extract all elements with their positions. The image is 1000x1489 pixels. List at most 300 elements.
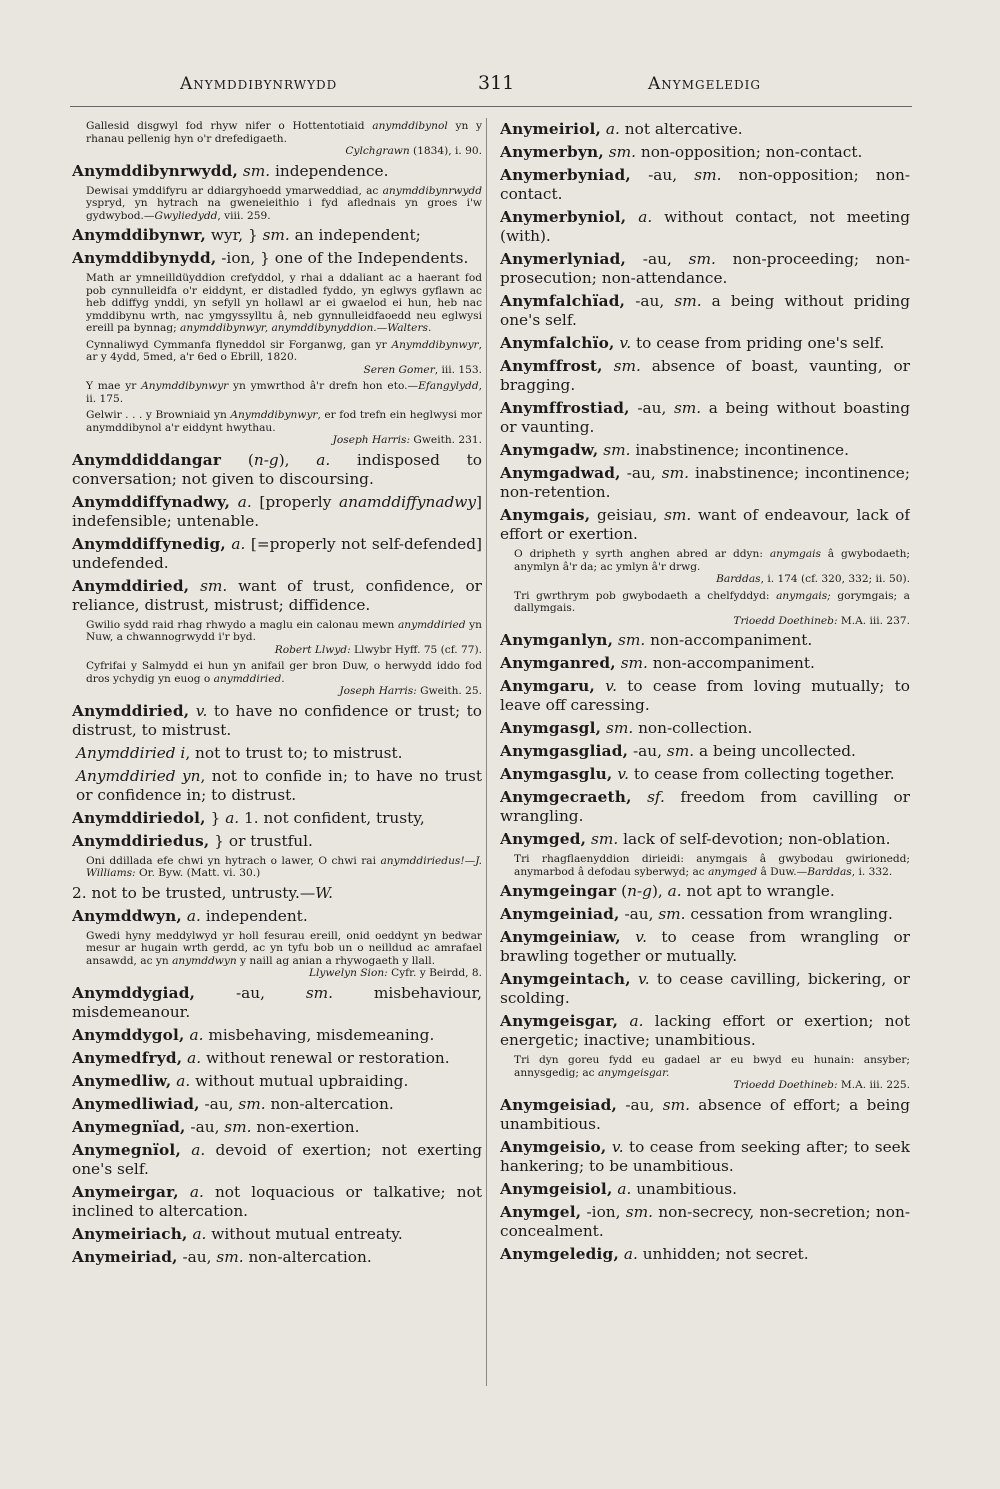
dictionary-entry <box>500 166 910 204</box>
headword: Anymgadwad, <box>500 464 621 482</box>
dictionary-entry <box>500 250 910 288</box>
quotation <box>72 619 482 657</box>
running-header <box>70 74 912 98</box>
italic-text: sm. <box>224 1117 252 1136</box>
italic-text: Anymddibynwyr <box>391 338 479 351</box>
headword: Anymgadw, <box>500 441 599 459</box>
quotation-source <box>86 434 482 447</box>
italic-text: Barddas <box>716 573 761 585</box>
entry-text: , er fod trefn ein heglwysi mor anymddibynol a'r eiddynt hwythau. <box>86 409 482 434</box>
italic-text: sm. <box>664 506 692 524</box>
entry-text: lacking effort or exertion; not energetic; inactive; unambitious. <box>500 1012 910 1049</box>
dictionary-entry <box>72 535 482 573</box>
entry-text: want of endeavour, lack of effort or exertion. <box>500 506 910 543</box>
italic-text: a. <box>638 208 653 226</box>
entry-text: -au, <box>625 292 675 310</box>
italic-text: Llywelyn Sion: <box>308 967 388 979</box>
quotation <box>72 409 482 447</box>
dictionary-entry <box>500 143 910 162</box>
entry-text: [=properly not self-defended] undefended. <box>72 534 482 572</box>
dictionary-entry <box>500 788 910 826</box>
entry-text: ( <box>616 882 628 900</box>
headword: Anymganred, <box>500 654 616 672</box>
entry-text: geisiau, <box>590 506 665 524</box>
entry-text: unambitious. <box>631 1179 738 1198</box>
entry-text: Cyfrifai y Salmydd ei hun yn anifail ger bron Duw, o herwydd iddo fod dros ychydig yn euog o <box>86 660 482 685</box>
quotation-source <box>514 615 910 628</box>
quotation-source <box>514 1079 910 1092</box>
headword: Anymgasgl, <box>500 719 602 737</box>
quotation <box>72 855 482 880</box>
entry-text: without contact, not meeting (with). <box>500 208 910 245</box>
entry-text: , ar y 4ydd, 5med, a'r 6ed o Ebrill, 1820. <box>86 338 482 363</box>
headword: Anymgeisio, <box>500 1137 607 1156</box>
entry-text <box>181 1141 191 1159</box>
dictionary-entry <box>72 249 482 268</box>
entry-text: Tri dyn goreu fydd eu gadael ar eu bwyd eu hunain: ansyber; annysgedig; ac <box>514 1054 910 1079</box>
entry-text: , i. 332. <box>851 865 893 878</box>
entry-text <box>626 208 638 226</box>
entry-text: non-opposition; non-contact. <box>635 143 863 161</box>
entry-text: inabstinence; incontinence; non-retention. <box>500 464 910 501</box>
dictionary-entry <box>72 1225 482 1244</box>
italic-text: sm. <box>238 1094 266 1113</box>
quotation <box>72 380 482 405</box>
dictionary-entry <box>500 882 910 901</box>
entry-text: Tri rhagflaenyddion dirieidi: anymgais â gwybodau gwirionedd; anymarbod â defodau syberwyd; ac <box>514 853 910 878</box>
quotation-source <box>86 364 482 377</box>
dictionary-entry <box>72 162 482 181</box>
dictionary-entry <box>72 907 482 926</box>
entry-text: , i. 174 (cf. 320, 332; ii. 50). <box>760 573 910 585</box>
headword: Anymgeisiad, <box>500 1095 618 1114</box>
dictionary-entry <box>500 765 910 784</box>
headword: Anymerlyniad, <box>500 250 627 268</box>
italic-text: sm. <box>688 250 716 268</box>
entry-text: , not to trust to; to mistrust. <box>185 743 403 762</box>
entry-text: non-collection. <box>633 719 753 737</box>
entry-text: Y mae yr <box>86 380 142 392</box>
entry-text: Gallesid disgwyl fod rhyw nifer o Hottentotiaid <box>86 120 373 132</box>
italic-text: anymddiriedus!—J. Williams: <box>86 854 482 879</box>
headword: Anymddiddangar <box>72 450 222 469</box>
headword: Anymeiriach, <box>72 1224 188 1243</box>
headword: Anymgeingar <box>500 882 617 900</box>
dictionary-entry <box>500 441 910 460</box>
headword: Anymeirgar, <box>72 1182 179 1201</box>
italic-text: sm. <box>658 905 686 923</box>
quotation <box>72 660 482 698</box>
entry-text <box>595 677 605 695</box>
dictionary-entry <box>72 1026 482 1045</box>
entry-text: Tri gwrthrym pob gwybodaeth a chelfyddyd: <box>514 589 777 602</box>
italic-text: Barddas <box>807 865 852 878</box>
entry-text: Gwedi hyny meddylwyd yr holl fesurau ereill, onid oeddynt yn bedwar mesur ar hugain wrth gerdd, ac yn tyfu bob un o neilldud ac amrafael ansawdd, ac yn <box>86 929 482 967</box>
headword: Anymgeintach, <box>500 970 631 988</box>
page-number: 311 <box>478 72 515 94</box>
quotation <box>72 930 482 980</box>
quotation <box>72 120 482 158</box>
entry-text: [properly <box>251 492 339 511</box>
entry-text: non-secrecy, non-secretion; non-concealment. <box>500 1202 910 1240</box>
entry-text: an independent; <box>289 226 421 244</box>
italic-text: a. <box>629 1012 644 1030</box>
entry-text: -au, <box>617 1095 663 1114</box>
italic-text: anymddwyn <box>172 954 237 967</box>
dictionary-entry <box>72 1248 482 1267</box>
headword: Anymddiffynedig, <box>72 534 226 553</box>
entry-text: -au, <box>199 1094 239 1113</box>
headword: Anymffrostiad, <box>500 399 630 417</box>
italic-text: a. <box>231 534 246 553</box>
italic-text: v. <box>195 701 208 720</box>
italic-text: anymddiried <box>397 618 466 631</box>
entry-text: -au, <box>619 905 659 923</box>
quotation-source <box>86 967 482 980</box>
entry-text: a being without boasting or vaunting. <box>500 399 910 436</box>
entry-text: a being uncollected. <box>694 742 856 760</box>
dictionary-entry <box>500 928 910 966</box>
quotation-source <box>86 685 482 698</box>
entry-text: , iii. 153. <box>434 363 482 376</box>
dictionary-entry <box>72 1072 482 1091</box>
entry-text: , not to confide in; to have no trust or confidence in; to distrust. <box>76 766 482 804</box>
dictionary-entry <box>72 809 482 828</box>
italic-text: n-g <box>253 450 279 469</box>
headword: Anymddiriedus, <box>72 831 210 850</box>
entry-text: , ii. 175. <box>86 380 482 405</box>
quotation <box>500 590 910 628</box>
italic-text: a. <box>191 1140 206 1159</box>
entry-text <box>632 788 647 806</box>
italic-text: sm. <box>673 399 702 417</box>
italic-text: sf. <box>647 788 665 806</box>
entry-text: -au, <box>185 1117 225 1136</box>
entry-text: yn ymwrthod â'r drefn hon eto.— <box>228 380 419 392</box>
entry-text: yn Nuw, a chwannogrwydd i'r byd. <box>86 618 482 643</box>
italic-text: Efangylydd <box>418 380 479 392</box>
entry-text: wyr, } <box>206 226 263 244</box>
entry-text: absence of effort; a being unambitious. <box>500 1095 910 1133</box>
entry-text: , viii. 259. <box>217 209 271 222</box>
headword: Anymddibynrwydd, <box>72 161 239 180</box>
entry-text: yn y rhanau pellenig hyn o'r drefedigaeth. <box>86 120 482 145</box>
entry-text: -au, <box>195 983 306 1002</box>
right-column <box>500 120 910 1390</box>
left-column <box>72 120 482 1390</box>
italic-text: Gwyliedydd <box>154 209 218 222</box>
headword: Anymfalchïad, <box>500 292 626 310</box>
entry-text: independence. <box>270 161 389 180</box>
italic-text: sm. <box>606 719 634 737</box>
italic-text: a. <box>617 1179 632 1198</box>
italic-text: sm. <box>305 983 334 1002</box>
entry-text: â gwybodaeth; anymlyn â'r da; ac ymlyn â'r drwg. <box>514 548 910 573</box>
dictionary-entry <box>72 451 482 489</box>
entry-text: non-exertion. <box>251 1117 360 1136</box>
quotation <box>500 853 910 878</box>
entry-text: 2. not to be trusted, untrusty.— <box>72 883 316 902</box>
entry-text: M.A. iii. 225. <box>837 1079 910 1091</box>
quotation <box>72 272 482 335</box>
dictionary-entry <box>72 1095 482 1114</box>
headword: Anymganlyn, <box>500 631 614 649</box>
italic-text: Anymddiried yn <box>76 766 201 785</box>
quotation <box>500 1054 910 1092</box>
entry-text: non-opposition; non-contact. <box>500 166 910 203</box>
dictionary-entry <box>500 970 910 1008</box>
quotation <box>72 339 482 377</box>
italic-text: Robert Llwyd: <box>274 643 351 656</box>
italic-text: a. <box>176 1071 191 1090</box>
headword: Anymegnïol, <box>72 1140 181 1159</box>
entry-text: to cease from seeking after; to seek hankering; to be unambitious. <box>500 1137 910 1175</box>
italic-text: v. <box>611 1137 624 1156</box>
entry-text: Cyfr. y Beirdd, 8. <box>387 967 482 979</box>
italic-text: a. <box>192 1224 207 1243</box>
header-left-guide-word: Anymddibynrwydd <box>180 74 338 94</box>
dictionary-entry <box>500 506 910 544</box>
quotation-source <box>86 145 482 158</box>
dictionary-entry <box>72 884 482 903</box>
italic-text: sm. <box>620 654 648 672</box>
entry-text: Oni ddillada efe chwi yn hytrach o lawer, O chwi rai <box>86 854 381 867</box>
headword: Anymegnïad, <box>72 1117 186 1136</box>
italic-text: a. <box>186 906 201 925</box>
headword: Anymgaru, <box>500 677 595 695</box>
headword: Anymerbyniol, <box>500 208 627 226</box>
entry-text: Gwilio sydd raid rhag rhwydo a maglu ein calonau mewn <box>86 618 398 631</box>
entry-text: absence of boast, vaunting, or bragging. <box>500 357 910 394</box>
italic-text: Anymddibynwyr <box>141 380 229 392</box>
dictionary-entry <box>500 334 910 353</box>
headword: Anymddiffynadwy, <box>72 492 231 511</box>
entry-text: ( <box>221 450 254 469</box>
entry-text: non-proceeding; non-prosecution; non-attendance. <box>500 250 910 287</box>
italic-text: Joseph Harris: <box>332 434 411 446</box>
italic-text: v. <box>605 677 617 695</box>
headword: Anymgasglu, <box>500 765 613 783</box>
italic-text: v. <box>637 970 650 988</box>
entry-text: -ion, } one of the Independents. <box>216 249 469 267</box>
headword: Anymddibynydd, <box>72 249 217 267</box>
entry-text: -ion, <box>581 1202 626 1221</box>
entry-text: independent. <box>200 906 308 925</box>
dictionary-entry <box>500 631 910 650</box>
entry-text: devoid of exertion; not exerting one's self. <box>72 1140 482 1178</box>
entry-text: non-accompaniment. <box>645 631 813 649</box>
entry-text: without renewal or restoration. <box>201 1048 450 1067</box>
entry-text: Gweith. 231. <box>410 434 482 446</box>
entry-text: not altercative. <box>619 120 743 138</box>
italic-text: sm. <box>608 143 636 161</box>
headword: Anymgeledig, <box>500 1244 619 1263</box>
entry-text: -au, <box>628 742 667 760</box>
headword: Anymddiried, <box>72 576 190 595</box>
entry-text <box>179 1183 190 1201</box>
entry-text: (1834), i. 90. <box>409 145 482 157</box>
italic-text: a. <box>187 1048 202 1067</box>
headword: Anymedliwiad, <box>72 1094 200 1113</box>
headword: Anymged, <box>500 830 587 848</box>
italic-text: sm. <box>591 830 619 848</box>
headword: Anymedliw, <box>72 1071 172 1090</box>
italic-text: a. <box>605 120 620 138</box>
entry-text: O dripheth y syrth anghen abred ar ddyn: <box>514 548 770 560</box>
entry-text: Or. Byw. (Matt. vi. 30.) <box>135 867 261 879</box>
entry-text: Gweith. 25. <box>416 685 482 697</box>
entry-text: to cease from collecting together. <box>629 765 895 783</box>
italic-text: a. <box>189 1182 204 1201</box>
entry-text: } or trustful. <box>209 831 313 850</box>
italic-text: anymddibynrwydd <box>382 184 482 197</box>
headword: Anymffrost, <box>500 357 603 375</box>
entry-text: } <box>205 808 226 827</box>
italic-text: anymgeisgar. <box>597 1066 670 1079</box>
entry-text: yspryd, yn hytrach na gweneieithio i fyd aflednais yn groes i'w gydwybod.— <box>86 197 482 222</box>
entry-text: y naill ag anian a rhywogaeth y llall. <box>236 954 435 967</box>
italic-text: a. <box>237 492 252 511</box>
italic-text: W. <box>315 883 334 902</box>
dictionary-entry <box>72 1049 482 1068</box>
italic-text: sm. <box>662 1095 690 1114</box>
italic-text: sm. <box>625 1202 653 1221</box>
dictionary-entry <box>72 226 482 245</box>
column-divider <box>486 118 487 1386</box>
entry-text: Gelwir . . . y Browniaid yn <box>86 409 231 421</box>
dictionary-entry <box>72 577 482 615</box>
italic-text: anymddibynwyr, anymddibynyddion.—Walters. <box>180 322 432 334</box>
headword: Anymgeiniaw, <box>500 928 621 946</box>
headword: Anymgeisiol, <box>500 1179 613 1198</box>
dictionary-entry <box>72 702 482 740</box>
entry-text: a being without priding one's self. <box>500 292 910 329</box>
italic-text: sm. <box>242 161 271 180</box>
italic-text: v. <box>635 928 647 946</box>
dictionary-entry <box>500 654 910 673</box>
entry-text: want of trust, confidence, or reliance, distrust, mistrust; diffidence. <box>72 576 482 614</box>
italic-text: anymddiried. <box>213 672 285 685</box>
entry-text: Dewisai ymddifyru ar ddiargyhoedd ymarweddiad, ac <box>86 184 383 197</box>
headword: Anymerbyn, <box>500 143 604 161</box>
italic-text: sm. <box>262 226 290 244</box>
entry-text: -au, <box>626 250 689 268</box>
entry-text: without mutual entreaty. <box>206 1224 403 1243</box>
entry-text: non-altercation. <box>265 1094 394 1113</box>
entry-text: 1. not confident, trusty, <box>239 808 425 827</box>
entry-text: to cease cavilling, bickering, or scolding. <box>500 970 910 1007</box>
dictionary-entry <box>500 1096 910 1134</box>
entry-text: ] indefensible; untenable. <box>72 492 482 530</box>
italic-text: sm. <box>661 464 689 482</box>
dictionary-entry <box>72 1118 482 1137</box>
headword: Anymddygol, <box>72 1025 185 1044</box>
entry-text: misbehaving, misdemeaning. <box>203 1025 435 1044</box>
dictionary-entry <box>72 493 482 531</box>
headword: Anymgais, <box>500 506 591 524</box>
entry-text: inabstinence; incontinence. <box>630 441 849 459</box>
headword: Anymddibynwr, <box>72 226 207 244</box>
dictionary-entry <box>500 292 910 330</box>
entry-text: to cease from loving mutually; to leave off caressing. <box>500 677 910 714</box>
quotation <box>500 548 910 586</box>
entry-text: -au, <box>620 464 662 482</box>
entry-text: misbehaviour, misdemeanour. <box>72 983 482 1021</box>
italic-text: sm. <box>200 576 228 595</box>
italic-text: anymddibynol <box>372 120 448 132</box>
dictionary-entry <box>500 830 910 849</box>
dictionary-entry <box>500 677 910 715</box>
entry-text: Llwybr Hyff. 75 (cf. 77). <box>350 643 482 656</box>
dictionary-entry <box>500 1138 910 1176</box>
dictionary-entry <box>500 1012 910 1050</box>
entry-text: not apt to wrangle. <box>681 882 835 900</box>
entry-text <box>189 577 200 595</box>
entry-text: â Duw.— <box>757 865 808 878</box>
entry-text: -au, <box>629 399 674 417</box>
entry-text: -au, <box>177 1247 217 1266</box>
dictionary-entry <box>72 984 482 1022</box>
entry-text: gorymgais; a dallymgais. <box>514 589 910 614</box>
italic-text: sm. <box>694 166 722 184</box>
entry-text: Math ar ymneilldüyddion crefyddol, y rhai a ddaliant ac a haerant fod pob cynnulleidfa o'r eiddynt, er distadled fyddo, yn eglwys gyflawn ac heb ddiffyg ynddi, yn sefyll yn hollawl ar ei gwaelod ei hun, heb nac ymddibynu wrth, nac ymgyssylltu â, neb gynnulleidfaoedd neu eglwysi ereill pa bynnag; <box>86 272 482 334</box>
dictionary-entry <box>500 905 910 924</box>
italic-text: sm. <box>666 742 695 760</box>
dictionary-entry <box>72 1183 482 1221</box>
italic-text: anymgais <box>769 548 821 560</box>
quotation-source <box>514 573 910 586</box>
italic-text: a. <box>316 450 331 469</box>
entry-text: -au, <box>630 166 695 184</box>
dictionary-entry <box>500 357 910 395</box>
header-rule <box>70 106 912 107</box>
entry-text <box>230 493 238 511</box>
dictionary-entry <box>500 399 910 437</box>
quotation-source <box>86 644 482 657</box>
italic-text: sm. <box>613 357 641 375</box>
entry-text <box>603 357 614 375</box>
headword: Anymgeiniad, <box>500 905 620 923</box>
entry-text: non-accompaniment. <box>647 654 815 672</box>
entry-text: unhidden; not secret. <box>637 1244 809 1263</box>
dictionary-entry <box>500 464 910 502</box>
headword: Anymerbyniad, <box>500 166 631 184</box>
entry-text: to cease from wrangling or brawling together or mutually. <box>500 928 910 965</box>
italic-text: Anymddibynwyr <box>230 409 318 421</box>
dictionary-entry <box>500 208 910 246</box>
entry-text <box>618 1012 629 1030</box>
headword: Anymgel, <box>500 1202 582 1221</box>
sub-entry <box>72 744 482 763</box>
entry-text: without mutual upbraiding. <box>190 1071 409 1090</box>
entry-text: non-altercation. <box>243 1247 372 1266</box>
italic-text: sm. <box>674 292 702 310</box>
headword: Anymddiried, <box>72 701 190 720</box>
entry-text: ), <box>651 882 668 900</box>
headword: Anymgeisgar, <box>500 1012 619 1030</box>
italic-text: Trioedd Doethineb: <box>733 1079 838 1091</box>
dictionary-entry <box>500 1203 910 1241</box>
headword: Anymedfryd, <box>72 1048 183 1067</box>
headword: Anymddwyn, <box>72 906 182 925</box>
italic-text: anamddiffynadwy <box>338 492 477 511</box>
dictionary-entry <box>500 1180 910 1199</box>
dictionary-entry <box>72 832 482 851</box>
italic-text: sm. <box>216 1247 244 1266</box>
headword: Anymgasgliad, <box>500 742 629 760</box>
italic-text: Seren Gomer <box>363 363 435 376</box>
entry-text: cessation from wrangling. <box>685 905 893 923</box>
